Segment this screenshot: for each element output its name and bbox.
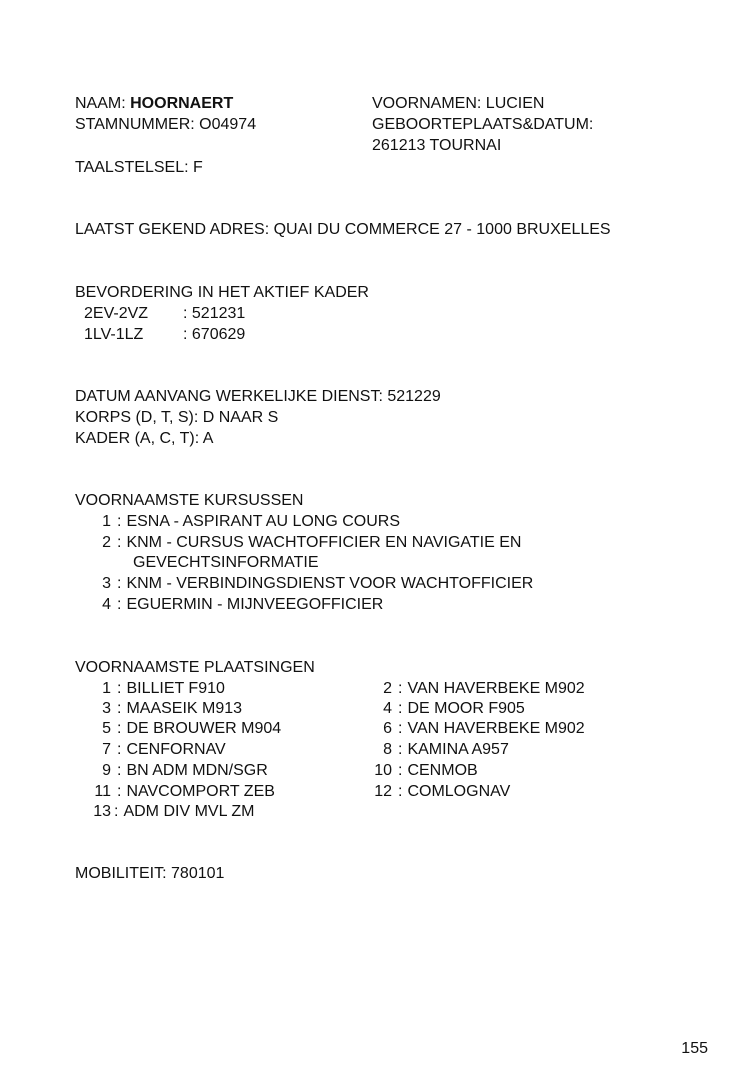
plaatsing-number: 3 [102, 700, 111, 717]
naam-line [75, 93, 233, 114]
bevordering-item [84, 324, 245, 345]
plaatsing-text: DE MOOR F905 [407, 700, 525, 717]
plaatsing-number: 11 [94, 783, 111, 800]
taalstelsel-value: F [192, 159, 203, 176]
plaatsing-item: 9 : BN ADM MDN/SGR [75, 760, 268, 781]
geboorte-value: 261213 TOURNAI [372, 137, 502, 154]
adres-line [75, 219, 611, 240]
plaatsing-text: COMLOGNAV [407, 783, 511, 800]
plaatsing-number: 12 [374, 783, 392, 800]
adres-label: LAATST GEKEND ADRES: [75, 221, 270, 238]
plaatsing-number: 6 [383, 720, 392, 737]
voornamen-label: VOORNAMEN: [372, 95, 482, 112]
kursus-item: 4 : EGUERMIN - MIJNVEEGOFFICIER [75, 594, 383, 615]
plaatsing-text: KAMINA A957 [407, 741, 509, 758]
kursus-item: 3 : KNM - VERBINDINGSDIENST VOOR WACHTOFFICIER [75, 573, 533, 594]
plaatsing-text: ADM DIV MVL ZM [123, 803, 255, 820]
kursus-number: 1 [102, 513, 111, 530]
plaatsing-text: NAVCOMPORT ZEB [126, 783, 275, 800]
plaatsing-text: BILLIET F910 [126, 680, 225, 697]
plaatsing-text: DE BROUWER M904 [126, 720, 282, 737]
kursus-number: 3 [102, 575, 111, 592]
plaatsing-text: MAASEIK M913 [126, 700, 243, 717]
adres-value: QUAI DU COMMERCE 27 - 1000 BRUXELLES [273, 221, 611, 238]
kursus-text: KNM - VERBINDINGSDIENST VOOR WACHTOFFICIER [126, 575, 534, 592]
kursus-text: EGUERMIN - MIJNVEEGOFFICIER [126, 596, 384, 613]
taalstelsel-label: TAALSTELSEL: [75, 159, 189, 176]
dienst-aanvang: DATUM AANVANG WERKELIJKE DIENST: 521229 [75, 388, 441, 405]
kursus-item: 2 : KNM - CURSUS WACHTOFFICIER EN NAVIGATIE EN [75, 532, 521, 553]
kursus-item: 1 : ESNA - ASPIRANT AU LONG COURS [75, 511, 400, 532]
bevordering-code: 1LV-1LZ [84, 326, 144, 343]
naam-label: NAAM: [75, 95, 126, 112]
dienst-kader: KADER (A, C, T): A [75, 430, 214, 447]
plaatsing-item: 13 : ADM DIV MVL ZM [75, 801, 254, 822]
plaatsing-text: VAN HAVERBEKE M902 [407, 680, 585, 697]
voornamen-line [372, 93, 544, 114]
plaatsing-item: 8 : KAMINA A957 [362, 739, 509, 760]
bevordering-date: : 670629 [183, 326, 246, 343]
plaatsing-item: 1 : BILLIET F910 [75, 678, 225, 699]
plaatsing-item: 11 : NAVCOMPORT ZEB [75, 781, 275, 802]
plaatsing-item: 3 : MAASEIK M913 [75, 698, 242, 719]
plaatsing-text: VAN HAVERBEKE M902 [407, 720, 585, 737]
mobiliteit: MOBILITEIT: 780101 [75, 865, 225, 882]
plaatsing-number: 4 [383, 700, 392, 717]
page-number: 155 [681, 1040, 708, 1057]
plaatsing-number: 7 [102, 741, 111, 758]
plaatsing-item: 5 : DE BROUWER M904 [75, 718, 281, 739]
stamnummer-label: STAMNUMMER: [75, 116, 195, 133]
taalstelsel-line [75, 157, 203, 178]
plaatsing-item: 12 : COMLOGNAV [362, 781, 510, 802]
plaatsing-number: 13 [93, 803, 111, 820]
kursussen-title: VOORNAAMSTE KURSUSSEN [75, 492, 304, 509]
dienst-korps: KORPS (D, T, S): D NAAR S [75, 409, 279, 426]
stamnummer-value: O04974 [199, 116, 257, 133]
geboorte-label: GEBOORTEPLAATS&DATUM: [372, 116, 594, 133]
naam-value: HOORNAERT [130, 95, 234, 112]
kursus-text: KNM - CURSUS WACHTOFFICIER EN NAVIGATIE EN [126, 534, 522, 551]
plaatsing-item: 10 : CENMOB [362, 760, 478, 781]
plaatsing-number: 10 [374, 762, 392, 779]
stamnummer-line [75, 114, 256, 135]
plaatsing-number: 5 [102, 720, 111, 737]
plaatsing-number: 9 [102, 762, 111, 779]
kursus-text: ESNA - ASPIRANT AU LONG COURS [126, 513, 401, 530]
plaatsing-number: 8 [383, 741, 392, 758]
plaatsing-item: 2 : VAN HAVERBEKE M902 [362, 678, 585, 699]
plaatsing-text: CENMOB [407, 762, 478, 779]
plaatsing-item: 6 : VAN HAVERBEKE M902 [362, 718, 585, 739]
kursus-number: 4 [102, 596, 111, 613]
kursus-number: 2 [102, 534, 111, 551]
plaatsingen-title: VOORNAAMSTE PLAATSINGEN [75, 659, 315, 676]
plaatsing-item: 4 : DE MOOR F905 [362, 698, 525, 719]
bevordering-title: BEVORDERING IN HET AKTIEF KADER [75, 284, 369, 301]
bevordering-date: : 521231 [183, 305, 246, 322]
voornamen-value: LUCIEN [485, 95, 545, 112]
kursus-text-continued: GEVECHTSINFORMATIE [133, 554, 319, 571]
bevordering-item [84, 303, 245, 324]
plaatsing-item: 7 : CENFORNAV [75, 739, 226, 760]
plaatsing-number: 1 [102, 680, 111, 697]
plaatsing-text: BN ADM MDN/SGR [126, 762, 268, 779]
plaatsing-number: 2 [383, 680, 392, 697]
bevordering-code: 2EV-2VZ [84, 305, 149, 322]
plaatsing-text: CENFORNAV [126, 741, 226, 758]
